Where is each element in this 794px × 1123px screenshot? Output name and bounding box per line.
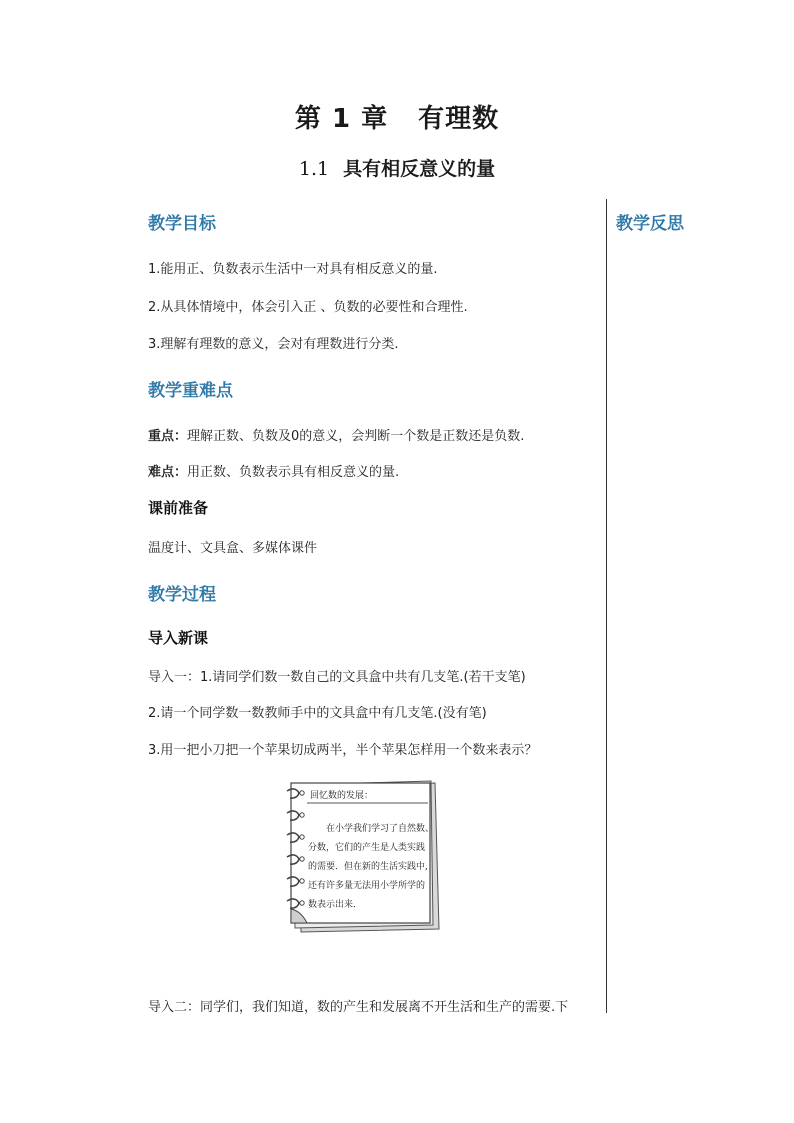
objective-item: 1.能用正、负数表示生活中一对具有相反意义的量.	[148, 262, 438, 277]
section-number: 1.1	[298, 158, 330, 180]
notebook-body	[308, 820, 434, 915]
intro2-line: 导入二：同学们，我们知道，数的产生和发展离不开生活和生产的需要.下	[148, 1000, 569, 1015]
notebook-line: 的需要．但在新的生活实践中,	[308, 862, 428, 872]
difficulty-text: 用正数、负数表示具有相反意义的量.	[187, 465, 400, 480]
focus-line	[148, 425, 524, 444]
preparation-heading: 课前准备	[148, 499, 209, 517]
section-title	[0, 154, 794, 181]
chapter-title	[0, 98, 794, 135]
process-line: 3.用一把小刀把一个苹果切成两半，半个苹果怎样用一个数来表示？	[148, 743, 538, 758]
notebook-line: 数表示出来．	[308, 900, 363, 910]
chapter-name: 有理数	[418, 104, 500, 134]
chapter-label: 第 1 章	[294, 104, 389, 134]
difficulty-line	[148, 461, 399, 480]
intro-subheading: 导入新课	[148, 629, 209, 647]
notebook-line: 还有许多量无法用小学所学的	[308, 881, 426, 891]
focus-text: 理解正数、负数及0的意义，会判断一个数是正数还是负数.	[187, 429, 525, 444]
section-name: 具有相反意义的量	[343, 158, 496, 180]
preparation-text: 温度计、文具盒、多媒体课件	[148, 541, 318, 556]
objective-item: 2.从具体情境中，体会引入正 、负数的必要性和合理性.	[148, 300, 468, 315]
difficulty-label: 难点：	[148, 465, 188, 480]
process-heading: 教学过程	[148, 585, 216, 605]
key-points-heading: 教学重难点	[148, 381, 233, 401]
process-line: 2.请一个同学数一数教师手中的文具盒中有几支笔.(没有笔)	[148, 706, 487, 721]
notebook-line: 在小学我们学习了自然数、	[326, 824, 435, 834]
reflection-heading: 教学反思	[616, 214, 684, 234]
notebook-line: 分数，它们的产生是人类实践	[308, 843, 426, 853]
notebook-title: 回忆数的发展：	[310, 791, 374, 801]
focus-label: 重点：	[148, 429, 188, 444]
column-divider	[606, 199, 607, 1013]
objective-item: 3.理解有理数的意义，会对有理数进行分类.	[148, 337, 399, 352]
process-line: 导入一：1.请同学们数一数自己的文具盒中共有几支笔.(若干支笔)	[148, 670, 526, 685]
objectives-heading: 教学目标	[148, 214, 216, 234]
